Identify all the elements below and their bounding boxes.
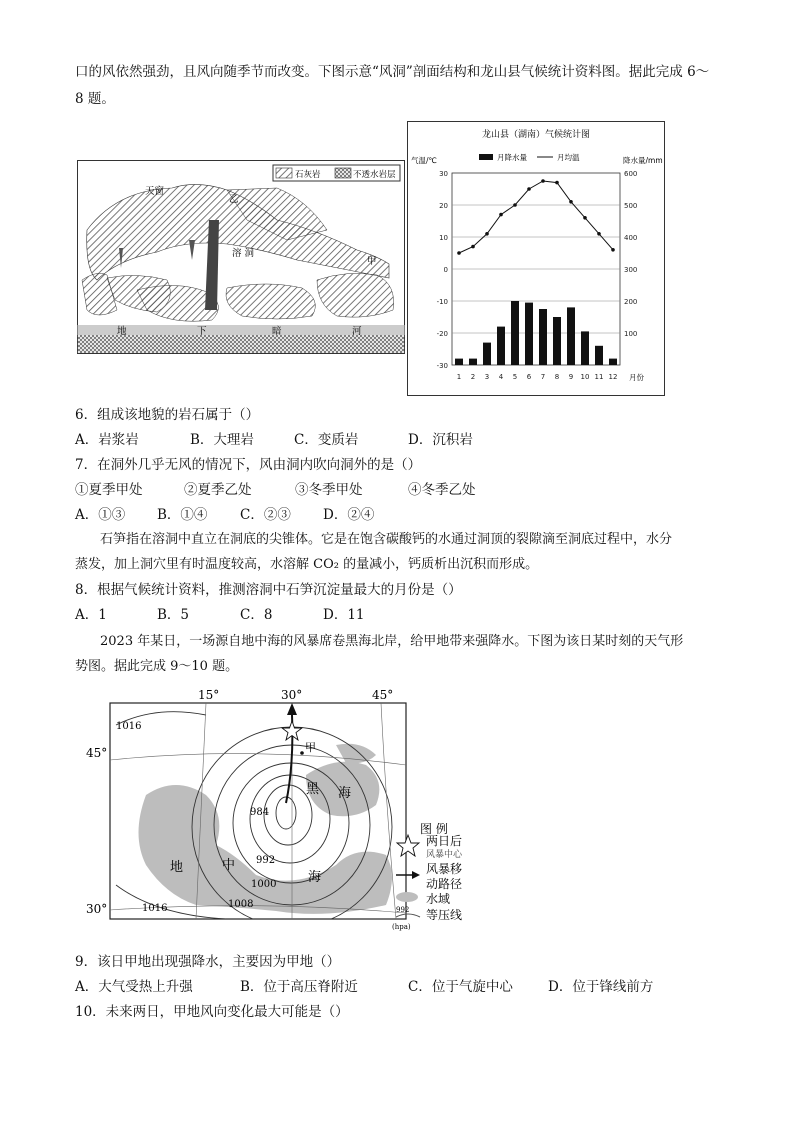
- cave-section-figure: [77, 160, 405, 358]
- right-tick-label: 300: [624, 266, 638, 274]
- legend-water: 水域: [426, 892, 451, 906]
- q9-option-b[interactable]: B．位于高压脊附近: [240, 979, 358, 995]
- iso-1000: 1000: [251, 879, 277, 890]
- temp-point: [471, 245, 475, 249]
- precip-bar: [581, 331, 589, 365]
- legend-star: 两日后: [426, 834, 463, 848]
- month-tick-label: 7: [540, 373, 546, 381]
- temp-point: [499, 213, 503, 217]
- intro-line-2: 8 题。: [75, 91, 115, 107]
- temp-point: [527, 187, 531, 191]
- month-tick-label: 5: [512, 373, 518, 381]
- map-label-black: 黑: [306, 782, 320, 797]
- q7-option-a[interactable]: A．①③: [75, 507, 126, 523]
- month-tick-label: 8: [554, 373, 560, 381]
- legend-precip-swatch: [479, 154, 493, 160]
- iso-1008: 1008: [228, 899, 254, 910]
- legend-isobar: 等压线: [426, 908, 463, 922]
- left-tick-label: 20: [439, 202, 448, 210]
- precip-bar: [525, 303, 533, 365]
- precip-bar: [455, 359, 463, 365]
- right-tick-label: 200: [624, 298, 638, 306]
- right-tick-label: 400: [624, 234, 638, 242]
- temp-point: [485, 232, 489, 236]
- passage-line-2: 蒸发，加上洞穴里有时温度较高，水溶解 CO₂ 的量减小，钙质析出沉积而形成。: [75, 557, 539, 572]
- legend-temp: 月均温: [557, 153, 580, 162]
- q6-option-c[interactable]: C．变质岩: [294, 432, 359, 448]
- q7-item-1: ①夏季甲处: [75, 482, 143, 498]
- iso-984: 984: [250, 807, 270, 818]
- month-tick-label: 1: [456, 373, 462, 381]
- precip-bar: [595, 346, 603, 365]
- q8-option-d[interactable]: D．11: [323, 607, 365, 623]
- temp-point: [513, 203, 517, 207]
- legend-precip: 月降水量: [497, 153, 527, 162]
- intro-line-1: 口的风依然强劲，且风向随季节而改变。下图示意“风洞”剖面结构和龙山县气候统计资料图。据此完成 6～: [75, 64, 710, 80]
- map-label-zhong: 中: [222, 858, 236, 873]
- q6-option-a[interactable]: A．岩浆岩: [75, 432, 139, 448]
- month-tick-label: 4: [498, 373, 504, 381]
- weather-map-figure: [86, 685, 506, 939]
- iso-1016-top: 1016: [116, 721, 142, 732]
- temp-point: [457, 251, 461, 255]
- map-label-di: 地: [170, 860, 184, 875]
- label-river-2: 下: [197, 326, 207, 337]
- q8-stem: 8．根据气候统计资料，推测溶洞中石笋沉淀量最大的月份是（）: [75, 582, 462, 598]
- month-unit: 月份: [629, 373, 644, 382]
- temp-point: [541, 179, 545, 183]
- q6-option-b[interactable]: B．大理岩: [190, 432, 254, 448]
- passage-line-1: 石笋指在溶洞中直立在洞底的尖锥体。它是在饱含碳酸钙的水通过洞顶的裂隙滴至洞底过程中，水分: [100, 532, 673, 547]
- month-tick-label: 10: [580, 373, 590, 381]
- right-tick-label: 600: [624, 170, 638, 178]
- label-rongdong: 溶 洞: [232, 248, 255, 259]
- lat-30: 30°: [86, 902, 108, 916]
- lat-45: 45°: [86, 746, 108, 760]
- legend-path-arrow: [412, 871, 420, 879]
- month-tick-label: 11: [594, 373, 604, 381]
- label-jia: 甲: [367, 256, 377, 267]
- q9-option-a[interactable]: A．大气受热上升强: [75, 979, 193, 995]
- q7-item-3: ③冬季甲处: [295, 482, 363, 498]
- temp-point: [555, 181, 559, 185]
- intro2-line-2: 势图。据此完成 9～10 题。: [75, 659, 239, 674]
- legend-limestone: 石灰岩: [295, 170, 321, 180]
- climate-chart: [407, 121, 665, 400]
- right-axis-label: 降水量/mm: [623, 156, 663, 165]
- label-river-1: 地: [117, 326, 127, 337]
- month-tick-label: 12: [608, 373, 618, 381]
- q7-item-2: ②夏季乙处: [184, 482, 252, 498]
- left-tick-label: 30: [439, 170, 448, 178]
- month-tick-label: 2: [470, 373, 476, 381]
- iso-1016-bottom: 1016: [142, 903, 168, 914]
- map-label-sea2: 海: [308, 870, 322, 885]
- precip-bar: [511, 301, 519, 365]
- legend-water-swatch: [396, 892, 418, 902]
- q7-option-c[interactable]: C．②③: [240, 507, 291, 523]
- jia-dot: [300, 751, 304, 755]
- left-tick-label: 10: [439, 234, 448, 242]
- temp-point: [569, 200, 573, 204]
- month-tick-label: 3: [484, 373, 490, 381]
- label-yi: 乙: [229, 194, 239, 205]
- q8-option-a[interactable]: A．1: [75, 607, 107, 623]
- right-tick-label: 500: [624, 202, 638, 210]
- lon-45: 45°: [372, 688, 394, 702]
- q8-option-b[interactable]: B．5: [157, 607, 190, 623]
- q7-item-4: ④冬季乙处: [408, 482, 476, 498]
- legend-path-2: 动路径: [426, 877, 463, 891]
- legend-path-1: 风暴移: [426, 862, 463, 876]
- q7-stem: 7．在洞外几乎无风的情况下，风由洞内吹向洞外的是（）: [75, 457, 422, 473]
- left-tick-label: -10: [436, 298, 448, 306]
- q7-option-b[interactable]: B．①④: [157, 507, 208, 523]
- q9-option-c[interactable]: C．位于气旋中心: [408, 979, 513, 995]
- left-tick-label: -20: [436, 330, 448, 338]
- lon-30: 30°: [281, 688, 303, 702]
- precip-bar: [469, 359, 477, 365]
- map-label-jia: 甲: [305, 741, 316, 754]
- precip-bar: [539, 309, 547, 365]
- q6-option-d[interactable]: D．沉积岩: [408, 432, 473, 448]
- temp-point: [583, 216, 587, 220]
- label-river-4: 河: [352, 326, 362, 337]
- temp-point: [611, 248, 615, 252]
- precip-bar: [497, 327, 505, 365]
- legend-title: 图 例: [420, 822, 448, 836]
- legend-star-sub: 风暴中心: [426, 850, 463, 860]
- q9-stem: 9．该日甲地出现强降水，主要因为甲地（）: [75, 954, 341, 970]
- intro2-line-1: 2023 年某日，一场源自地中海的风暴席卷黑海北岸，给甲地带来强降水。下图为该日某时刻的天气形: [100, 634, 684, 649]
- month-tick-label: 9: [568, 373, 574, 381]
- right-tick-label: 100: [624, 330, 638, 338]
- iso-992: 992: [256, 855, 276, 866]
- legend-iso-unit: (hpa): [392, 923, 411, 931]
- lon-15: 15°: [198, 688, 220, 702]
- precip-bar: [483, 343, 491, 365]
- q6-stem: 6．组成该地貌的岩石属于（）: [75, 407, 260, 423]
- left-tick-label: 0: [443, 266, 448, 274]
- q9-option-d[interactable]: D．位于锋线前方: [548, 979, 654, 995]
- precip-bar: [609, 359, 617, 365]
- month-tick-label: 6: [526, 373, 532, 381]
- chart-title: 龙山县（湖南）气候统计图: [481, 130, 591, 140]
- label-tianchuang: 天窗: [145, 186, 165, 197]
- temp-point: [597, 232, 601, 236]
- q7-option-d[interactable]: D．②④: [323, 507, 375, 523]
- precip-bar: [567, 307, 575, 365]
- label-river-3: 暗: [272, 326, 282, 337]
- left-axis-label: 气温/℃: [411, 156, 437, 165]
- q10-stem: 10．未来两日，甲地风向变化最大可能是（）: [75, 1004, 349, 1020]
- legend-iso-num: 992: [396, 906, 410, 914]
- map-label-sea1: 海: [338, 786, 352, 801]
- q8-option-c[interactable]: C．8: [240, 607, 273, 623]
- precip-bar: [553, 317, 561, 365]
- legend-impermeable: 不透水岩层: [353, 170, 396, 180]
- left-tick-label: -30: [436, 362, 448, 370]
